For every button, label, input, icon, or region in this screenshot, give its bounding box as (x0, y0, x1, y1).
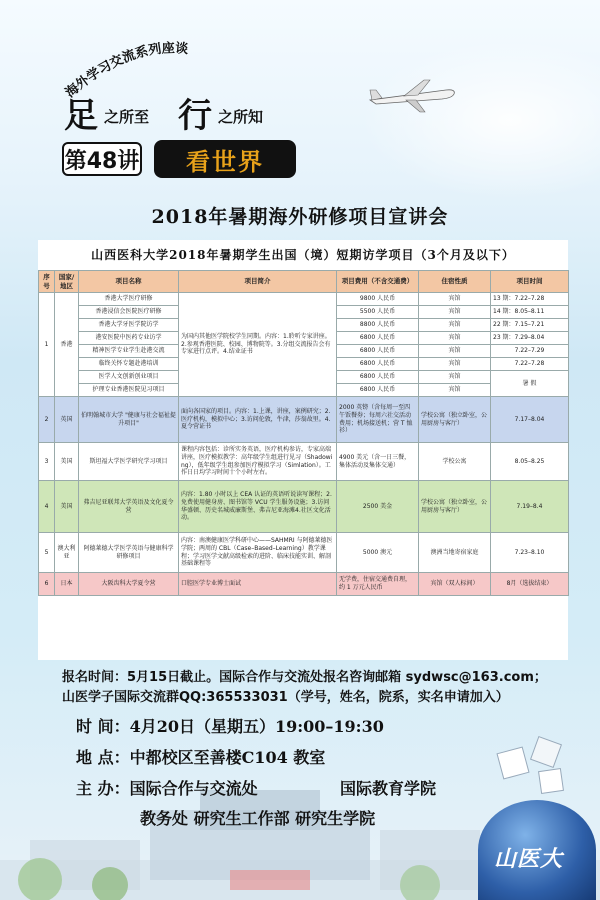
program-stay: 宾馆 (419, 332, 491, 345)
program-fee: 6800 人民币 (337, 384, 419, 397)
table-row (39, 573, 569, 596)
slogan-zu-tail: 之所至 (104, 108, 150, 126)
sky-glow (360, 40, 600, 200)
program-name: 香港浸信会医院医疗研修 (79, 306, 179, 319)
program-fee: 2000 英镑（含每周一至四午饭餐券；每周六社交活动费用；机场接送机；营 T 恤衫） (337, 397, 419, 443)
program-name: 精神医学专业学生赴港交流 (79, 345, 179, 358)
registration-info: 报名时间：5月15日截止。国际合作与交流处报名咨询邮箱 sydwsc@163.com； (62, 670, 547, 685)
program-intro: 口腔医学专业博士面试 (179, 573, 337, 596)
program-time: 8月（选拔结束） (491, 573, 569, 596)
row-region: 美国 (55, 481, 79, 533)
program-stay: 澳洲当地寄宿家庭 (419, 533, 491, 573)
program-name: 斯坦福大学医学研究学习项目 (79, 443, 179, 481)
table-row (39, 533, 569, 573)
program-time: 23 期：7.29–8.04 (491, 332, 569, 345)
row-number: 3 (39, 443, 55, 481)
program-stay: 宾馆 (419, 293, 491, 306)
program-intro: 课程内容包括：诊所实务英语，医疗机构参访，专家高端讲座，医疗模拟教学：高年级学生组进行见习（Shadowing），低年级学生组参加医疗模拟学习（Simlation）。工作日日均学习时间十个小时左右。 (179, 443, 337, 481)
program-table (38, 240, 568, 660)
table-row (39, 397, 569, 443)
program-time: 7.22–7.29 (491, 345, 569, 358)
event-host-2: 国际教育学院 (340, 779, 437, 798)
program-time: 14 期：8.05–8.11 (491, 306, 569, 319)
program-time: 22 期：7.15–7.21 (491, 319, 569, 332)
col-header: 项目名称 (79, 271, 179, 293)
program-intro: 面向各国家的项目。内容：1.上课，讲座，案例研究；2.医疗机构，模拟中心；3.访问伦敦，牛津，莎翁故里。4.夏令营证书 (179, 397, 337, 443)
row-region: 日本 (55, 573, 79, 596)
school-logo-text: 山医大 (494, 847, 564, 872)
event-host-3: 教务处 研究生工作部 研究生学院 (140, 809, 376, 828)
col-header: 项目费用（不含交通费） (337, 271, 419, 293)
program-name: 医学人文创新创业项目 (79, 371, 179, 384)
event-host: 主 办：国际合作与交流处 (76, 779, 258, 798)
program-time: 7.19–8.4 (491, 481, 569, 533)
program-stay: 宾馆 (419, 345, 491, 358)
program-intro: 为国内其他医学院校学生同期。内容：1.聆听专家讲座。2.参观香港医院、校园、博物院等。3.分组交流报告会有专家进行点评。4.结业证书 (179, 293, 337, 397)
table-row (39, 481, 569, 533)
program-fee: 5000 澳元 (337, 533, 419, 573)
event-place: 地 点：中都校区至善楼C104 教室 (76, 748, 326, 767)
program-time: 7.23–8.10 (491, 533, 569, 573)
program-fee: 5500 人民币 (337, 306, 419, 319)
program-stay: 宾馆 (419, 306, 491, 319)
airplane-icon (368, 76, 458, 116)
program-name: 临终关怀专题赴港培训 (79, 358, 179, 371)
row-region: 澳大利亚 (55, 533, 79, 573)
program-stay: 学校公寓（独立卧室，公用厨房与客厅） (419, 397, 491, 443)
program-intro: 内容：南澳健康医学科研中心——SAHMRI 与阿德莱德医学院；两周的 CBL（Case–Based–Learning）教学课程；学习医学文献高级检索的进阶、临床技能实训、解剖基础课程等 (179, 533, 337, 573)
program-fee: 6800 人民币 (337, 345, 419, 358)
col-header: 项目简介 (179, 271, 337, 293)
row-region: 美国 (55, 443, 79, 481)
slogan-zu: 足 (64, 96, 98, 136)
qq-group-info: 山医学子国际交流群QQ:365533031（学号，姓名，院系，实名申请加入） (62, 690, 509, 705)
program-name: 护理专业香港医院见习项目 (79, 384, 179, 397)
col-header: 国家/地区 (55, 271, 79, 293)
program-time: 13 期：7.22–7.28 (491, 293, 569, 306)
program-fee: 8800 人民币 (337, 319, 419, 332)
program-fee: 9800 人民币 (337, 293, 419, 306)
program-stay: 宾馆 (419, 319, 491, 332)
row-number: 1 (39, 293, 55, 397)
program-fee: 6800 人民币 (337, 332, 419, 345)
table-heading: 山西医科大学2018年暑期学生出国（境）短期访学项目（3个月及以下） (91, 248, 515, 262)
table-row (39, 443, 569, 481)
program-fee: 2500 美金 (337, 481, 419, 533)
row-number: 6 (39, 573, 55, 596)
program-fee: 4900 美元（含一日三餐，集体活动及集体交通） (337, 443, 419, 481)
program-stay: 宾馆 (419, 384, 491, 397)
row-number: 4 (39, 481, 55, 533)
row-region: 英国 (55, 397, 79, 443)
program-grid (38, 270, 569, 596)
program-name: 香港大学医疗研修 (79, 293, 179, 306)
program-stay: 学校公寓 (419, 443, 491, 481)
page-title: 2018年暑期海外研修项目宣讲会 (151, 206, 449, 228)
program-fee: 6800 人民币 (337, 358, 419, 371)
program-time: 8.05–8.25 (491, 443, 569, 481)
program-stay: 宾馆 (419, 371, 491, 384)
program-name: 阿德莱德大学医学英语与健康科学研修项目 (79, 533, 179, 573)
row-number: 5 (39, 533, 55, 573)
program-fee: 无学费，住宿交通费自理，约 1 万元人民币 (337, 573, 419, 596)
program-name: 港安医院中医药专业访学 (79, 332, 179, 345)
world-badge: 看世界 (154, 140, 296, 178)
col-header: 序号 (39, 271, 55, 293)
slogan-xing: 行 (178, 96, 212, 136)
program-stay: 宾馆 (419, 358, 491, 371)
table-row (39, 293, 569, 306)
program-fee: 6800 人民币 (337, 371, 419, 384)
program-stay: 学校公寓（独立卧室，公用厨房与客厅） (419, 481, 491, 533)
event-time: 时 间：4月20日（星期五）19:00–19:30 (76, 717, 384, 736)
program-name: 香港大学牙医学院访学 (79, 319, 179, 332)
program-time: 7.17–8.04 (491, 397, 569, 443)
slogan-xing-tail: 之所知 (218, 108, 264, 126)
program-name: 弗吉尼亚联邦大学英语及文化夏令营 (79, 481, 179, 533)
puzzle-icon (490, 730, 580, 800)
col-header: 项目时间 (491, 271, 569, 293)
lecture-number: 第48讲 (62, 142, 142, 176)
program-time: 暑 假 (491, 371, 569, 397)
program-stay: 宾馆（双人标间） (419, 573, 491, 596)
series-text: 海外学习交流系列座谈 (62, 41, 189, 101)
program-name: 伯明翰城市大学 "健康与社会福祉提升项目" (79, 397, 179, 443)
program-time: 7.22–7.28 (491, 358, 569, 371)
row-region: 香港 (55, 293, 79, 397)
col-header: 住宿性质 (419, 271, 491, 293)
row-number: 2 (39, 397, 55, 443)
table-header-row (39, 271, 569, 293)
program-name: 大阪齿科大学夏令营 (79, 573, 179, 596)
program-intro: 内容：1.80 小时以上 CEA 认证的英语听说读写课程；2.免费使用健身房、图书馆等 VCU 学生服务设施；3.访问华盛顿、历史名城威廉斯堡、弗吉尼亚海滩4.社区文化活动。 (179, 481, 337, 533)
